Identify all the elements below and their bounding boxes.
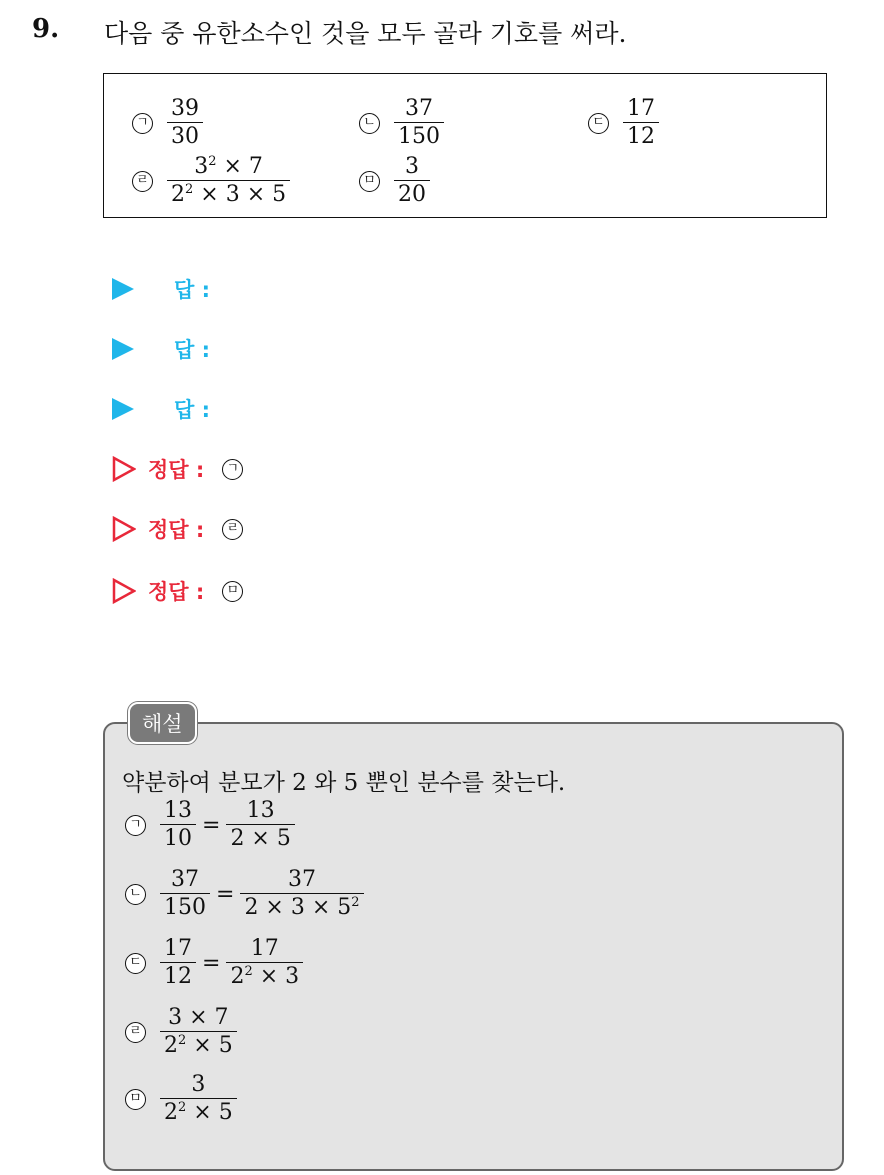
numerator: 3 [191, 1072, 206, 1097]
fraction [394, 98, 444, 148]
equals-sign: = [202, 812, 221, 838]
fraction [394, 156, 430, 206]
choice-mark: ㄴ [359, 113, 380, 134]
den-exponent: 2 [178, 1100, 187, 1115]
question-text: 다음 중 유한소수인 것을 모두 골라 기호를 써라. [104, 19, 627, 48]
numerator: 13 [164, 798, 192, 823]
den-base: 2 [164, 1100, 178, 1125]
numerator: 17 [250, 936, 279, 961]
solution-item-d [125, 1007, 237, 1057]
choice-mark: ㄹ [132, 171, 153, 192]
outline-triangle-icon [112, 516, 136, 542]
answer-label: 답 : [174, 278, 210, 302]
fraction-right [240, 869, 363, 919]
den-exponent: 2 [351, 895, 360, 910]
solution-mark: ㄴ [125, 884, 146, 905]
den-base: 2 [164, 1033, 178, 1058]
denominator: 20 [394, 180, 430, 206]
den-base: 2 [230, 964, 245, 989]
choice-mark: ㄷ [588, 113, 609, 134]
numerator: 3 [405, 154, 419, 179]
denominator: 2 × 5 [226, 824, 294, 850]
play-triangle-icon [112, 338, 134, 360]
equals-sign: = [202, 950, 221, 976]
solution-item-b [125, 869, 364, 919]
den-base: 2 [171, 182, 185, 207]
outline-triangle-icon [112, 456, 136, 482]
answer-row-1 [112, 274, 210, 304]
choice-d [132, 156, 290, 206]
den-rest: × 3 × 5 [193, 182, 287, 207]
fraction-left [160, 869, 210, 919]
numerator: 17 [627, 96, 655, 121]
fraction-right [226, 938, 303, 988]
denominator: 150 [394, 122, 444, 148]
denominator: 30 [167, 122, 203, 148]
denominator [160, 1098, 237, 1124]
choice-b [359, 98, 444, 148]
answer-label: 답 : [174, 398, 210, 422]
answer-row-3 [112, 394, 210, 424]
numerator: 37 [288, 867, 316, 892]
outline-triangle-icon [112, 578, 136, 604]
solution-mark: ㄱ [125, 815, 146, 836]
equals-sign: = [216, 881, 235, 907]
solution-item-c [125, 938, 303, 988]
den-exponent: 2 [244, 964, 253, 979]
correct-label: 정답 : [148, 580, 205, 604]
numerator: 39 [171, 96, 199, 121]
solution-intro: 약분하여 분모가 2 와 5 뿐인 분수를 찾는다. [122, 770, 566, 796]
den-base: 2 × 3 × 5 [244, 895, 352, 920]
fraction-left [160, 938, 196, 988]
fraction [160, 1007, 237, 1057]
solution-mark: ㄷ [125, 953, 146, 974]
correct-answer-mark: ㅁ [222, 581, 243, 602]
choice-e [359, 156, 430, 206]
den-rest: × 5 [186, 1033, 233, 1058]
answer-label: 답 : [174, 338, 210, 362]
den-exponent: 2 [178, 1033, 187, 1048]
num-rest: × 7 [216, 154, 263, 179]
fraction-left [160, 800, 196, 850]
solution-mark: ㄹ [125, 1022, 146, 1043]
numerator: 3 × 7 [168, 1005, 229, 1030]
den-exponent: 2 [185, 182, 194, 197]
solution-mark: ㅁ [125, 1089, 146, 1110]
den-rest: × 5 [186, 1100, 233, 1125]
correct-label: 정답 : [148, 458, 205, 482]
correct-row-2 [112, 514, 257, 544]
solution-item-a [125, 800, 295, 850]
numerator: 37 [405, 96, 433, 121]
choice-c [588, 98, 659, 148]
play-triangle-icon [112, 398, 134, 420]
denominator [167, 180, 290, 206]
solution-tab: 해설 [128, 702, 197, 744]
denominator: 12 [623, 122, 659, 148]
denominator [160, 1031, 237, 1057]
numerator: 13 [246, 798, 275, 823]
denominator: 150 [160, 893, 210, 919]
fraction [623, 98, 659, 148]
correct-answer-mark: ㄱ [222, 459, 243, 480]
correct-answer-mark: ㄹ [222, 519, 243, 540]
denominator [240, 893, 363, 919]
correct-label: 정답 : [148, 518, 205, 542]
numerator [190, 156, 267, 180]
correct-row-1 [112, 454, 257, 484]
fraction [160, 1074, 237, 1124]
denominator: 10 [160, 824, 196, 850]
choice-a [132, 98, 203, 148]
choice-mark: ㅁ [359, 171, 380, 192]
correct-row-3 [112, 576, 257, 606]
denominator: 12 [160, 962, 196, 988]
numerator: 17 [164, 936, 192, 961]
play-triangle-icon [112, 278, 134, 300]
answer-row-2 [112, 334, 210, 364]
fraction-right [226, 800, 294, 850]
den-rest: × 3 [252, 964, 300, 989]
solution-item-e [125, 1074, 237, 1124]
question-number: 9. [32, 14, 60, 44]
numerator: 37 [171, 867, 199, 892]
choice-mark: ㄱ [132, 113, 153, 134]
fraction [167, 156, 290, 206]
num-base: 3 [194, 154, 209, 179]
fraction [167, 98, 203, 148]
denominator [226, 962, 303, 988]
choices-box [103, 73, 827, 218]
num-exponent: 2 [208, 154, 217, 169]
